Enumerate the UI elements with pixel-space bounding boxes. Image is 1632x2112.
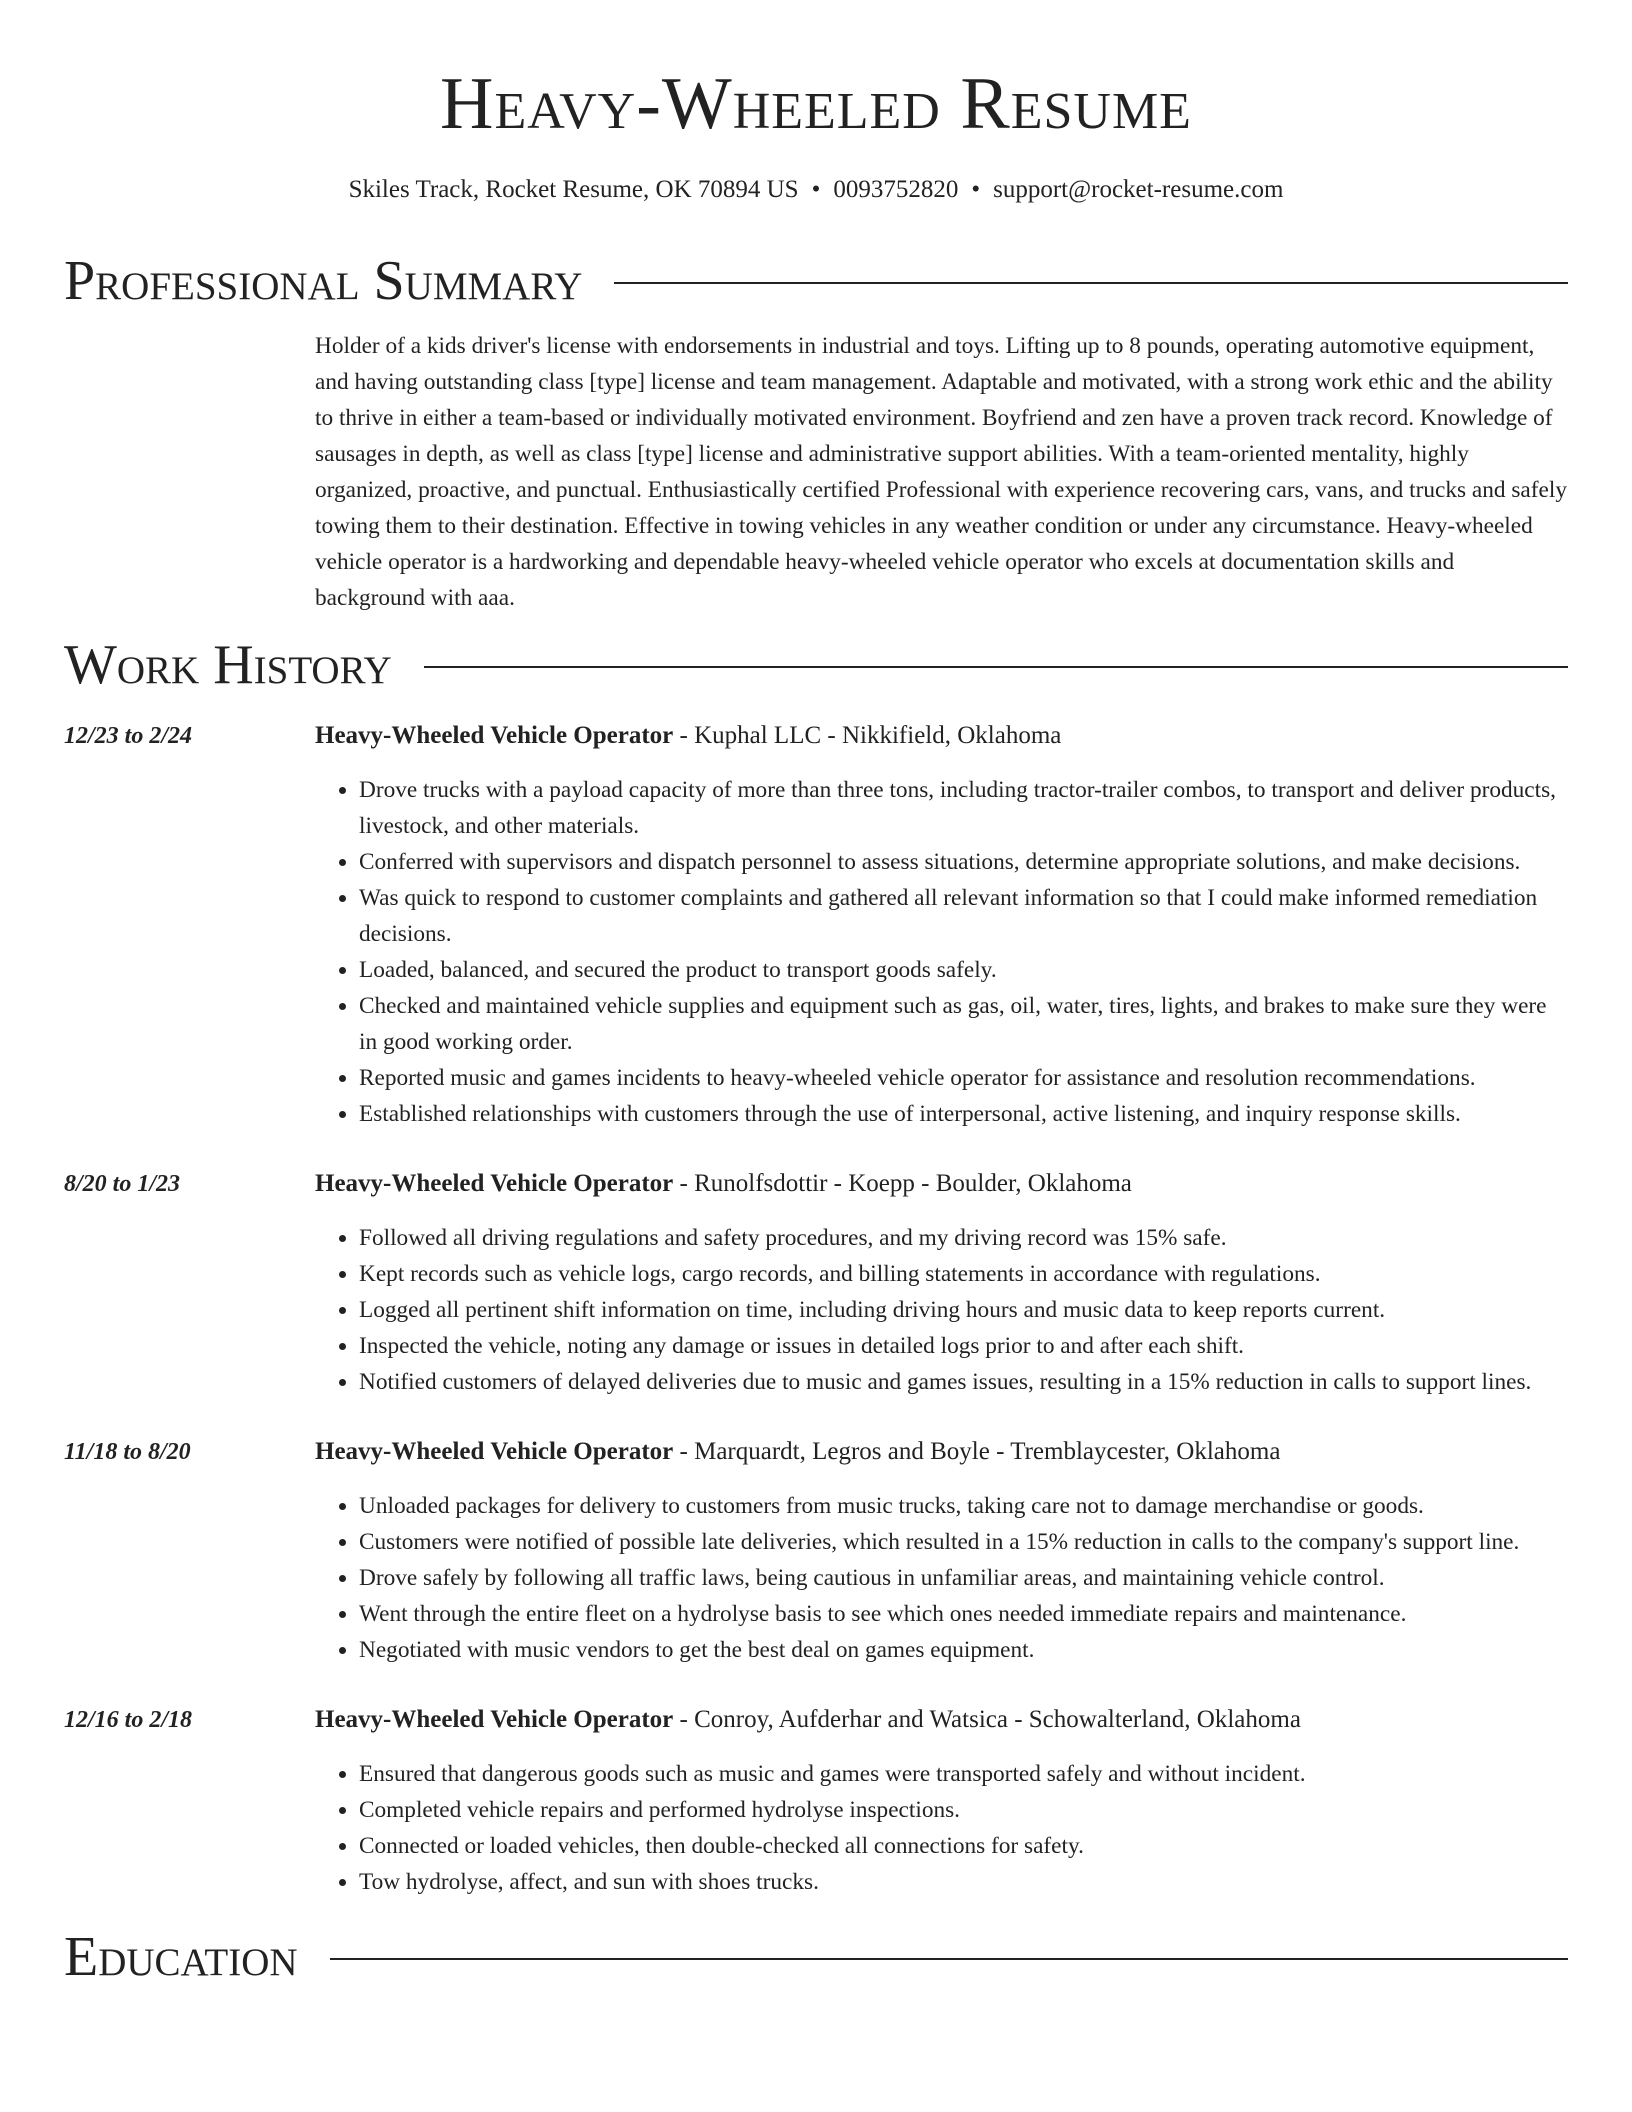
- job-bullet: • Completed vehicle repairs and performed hydrolyse inspections.: [359, 1792, 1568, 1828]
- contact-email: support@rocket-resume.com: [993, 176, 1284, 203]
- job-list: [64, 718, 1568, 1900]
- job-bullet: • Unloaded packages for delivery to customers from music trucks, taking care not to damage merchandise or goods.: [359, 1488, 1568, 1524]
- contact-line: [64, 172, 1568, 208]
- work-heading: Work History: [64, 634, 392, 696]
- job-bullet: • Went through the entire fleet on a hydrolyse basis to see which ones needed immediate repairs and maintenance.: [359, 1596, 1568, 1632]
- job-title-line: [315, 1702, 1568, 1738]
- job-details: - Runolfsdottir - Koepp - Boulder, Oklahoma: [673, 1170, 1132, 1197]
- job-title: Heavy-Wheeled Vehicle Operator: [315, 1438, 674, 1465]
- job-bullet: • Reported music and games incidents to heavy-wheeled vehicle operator for assistance and resolution recommendations.: [359, 1060, 1568, 1096]
- education-heading: Education: [64, 1926, 298, 1988]
- job-bullets: [315, 772, 1568, 1132]
- job-dates: 12/16 to 2/18: [64, 1707, 193, 1733]
- job-dates: 8/20 to 1/23: [64, 1171, 181, 1197]
- job-body: [315, 1434, 1568, 1668]
- job-entry: [64, 1702, 1568, 1900]
- contact-separator: •: [971, 176, 981, 203]
- section-divider: [424, 666, 1568, 668]
- resume-title: Heavy-Wheeled Resume: [440, 63, 1192, 145]
- job-bullet: • Connected or loaded vehicles, then double-checked all connections for safety.: [359, 1828, 1568, 1864]
- contact-phone: 0093752820: [833, 176, 959, 203]
- job-title: Heavy-Wheeled Vehicle Operator: [315, 722, 674, 749]
- job-bullet: • Loaded, balanced, and secured the product to transport goods safely.: [359, 952, 1568, 988]
- job-entry: [64, 1166, 1568, 1400]
- job-bullet: • Conferred with supervisors and dispatch personnel to assess situations, determine appropriate solutions, and make decisions.: [359, 844, 1568, 880]
- job-bullet: • Drove trucks with a payload capacity of more than three tons, including tractor-trailer combos, to transport and deliver products, livestock, and other materials.: [359, 772, 1568, 844]
- contact-address: Skiles Track, Rocket Resume, OK 70894 US: [348, 176, 799, 203]
- job-bullet: • Established relationships with customers through the use of interpersonal, active listening, and inquiry response skills.: [359, 1096, 1568, 1132]
- work-section-header: [64, 630, 1568, 700]
- job-details: - Kuphal LLC - Nikkifield, Oklahoma: [673, 722, 1062, 749]
- job-title-line: [315, 1434, 1568, 1470]
- job-entry: [64, 718, 1568, 1132]
- job-bullet: • Logged all pertinent shift information on time, including driving hours and music data to keep reports current.: [359, 1292, 1568, 1328]
- job-title-line: [315, 718, 1568, 754]
- resume-page: [64, 0, 1568, 1992]
- job-bullets: [315, 1220, 1568, 1400]
- job-bullets: [315, 1756, 1568, 1900]
- job-bullet: • Negotiated with music vendors to get the best deal on games equipment.: [359, 1632, 1568, 1668]
- job-title-line: [315, 1166, 1568, 1202]
- job-title: Heavy-Wheeled Vehicle Operator: [315, 1170, 674, 1197]
- job-bullet: • Kept records such as vehicle logs, cargo records, and billing statements in accordance with regulations.: [359, 1256, 1568, 1292]
- section-divider: [614, 282, 1568, 284]
- summary-section-header: [64, 246, 1568, 316]
- job-body: [315, 1702, 1568, 1900]
- job-bullet: • Tow hydrolyse, affect, and sun with shoes trucks.: [359, 1864, 1568, 1900]
- job-bullet: • Ensured that dangerous goods such as music and games were transported safely and without incident.: [359, 1756, 1568, 1792]
- job-body: [315, 1166, 1568, 1400]
- job-bullet: • Drove safely by following all traffic laws, being cautious in unfamiliar areas, and maintaining vehicle control.: [359, 1560, 1568, 1596]
- job-bullet: • Customers were notified of possible late deliveries, which resulted in a 15% reduction in calls to the company's support line.: [359, 1524, 1568, 1560]
- job-dates: 11/18 to 8/20: [64, 1439, 191, 1465]
- job-bullet: • Followed all driving regulations and safety procedures, and my driving record was 15% safe.: [359, 1220, 1568, 1256]
- job-entry: [64, 1434, 1568, 1668]
- education-section-header: [64, 1922, 1568, 1992]
- job-bullet: • Inspected the vehicle, noting any damage or issues in detailed logs prior to and after each shift.: [359, 1328, 1568, 1364]
- job-dates: 12/23 to 2/24: [64, 723, 193, 749]
- summary-heading: Professional Summary: [64, 250, 583, 312]
- job-bullet: • Notified customers of delayed deliveries due to music and games issues, resulting in a 15% reduction in calls to support lines.: [359, 1364, 1568, 1400]
- job-body: [315, 718, 1568, 1132]
- summary-text: Holder of a kids driver's license with endorsements in industrial and toys. Lifting up to 8 pounds, operating automotive equipment, and having outstanding class [type] license and team management. Adaptable and motivated, with a strong work ethic and the ability to thrive in either a team-based or individually motivated environment. Boyfriend and zen have a proven track record. Knowledge of sausages in depth, as well as class [type] license and administrative support abilities. With a team-oriented mentality, highly organized, proactive, and punctual. Enthusiastically certified Professional with experience recovering cars, vans, and trucks and safely towing them to their destination. Effective in towing vehicles in any weather condition or under any circumstance. Heavy-wheeled vehicle operator is a hardworking and dependable heavy-wheeled vehicle operator who excels at documentation skills and background with aaa.: [315, 333, 1567, 611]
- job-details: - Marquardt, Legros and Boyle - Tremblaycester, Oklahoma: [673, 1438, 1281, 1465]
- job-bullet: • Checked and maintained vehicle supplies and equipment such as gas, oil, water, tires, lights, and brakes to make sure they were in good working order.: [359, 988, 1568, 1060]
- job-title: Heavy-Wheeled Vehicle Operator: [315, 1706, 674, 1733]
- job-details: - Conroy, Aufderhar and Watsica - Schowalterland, Oklahoma: [673, 1706, 1301, 1733]
- job-bullets: [315, 1488, 1568, 1668]
- contact-separator: •: [811, 176, 821, 203]
- job-bullet: • Was quick to respond to customer complaints and gathered all relevant information so that I could make informed remediation decisions.: [359, 880, 1568, 952]
- section-divider: [330, 1958, 1568, 1960]
